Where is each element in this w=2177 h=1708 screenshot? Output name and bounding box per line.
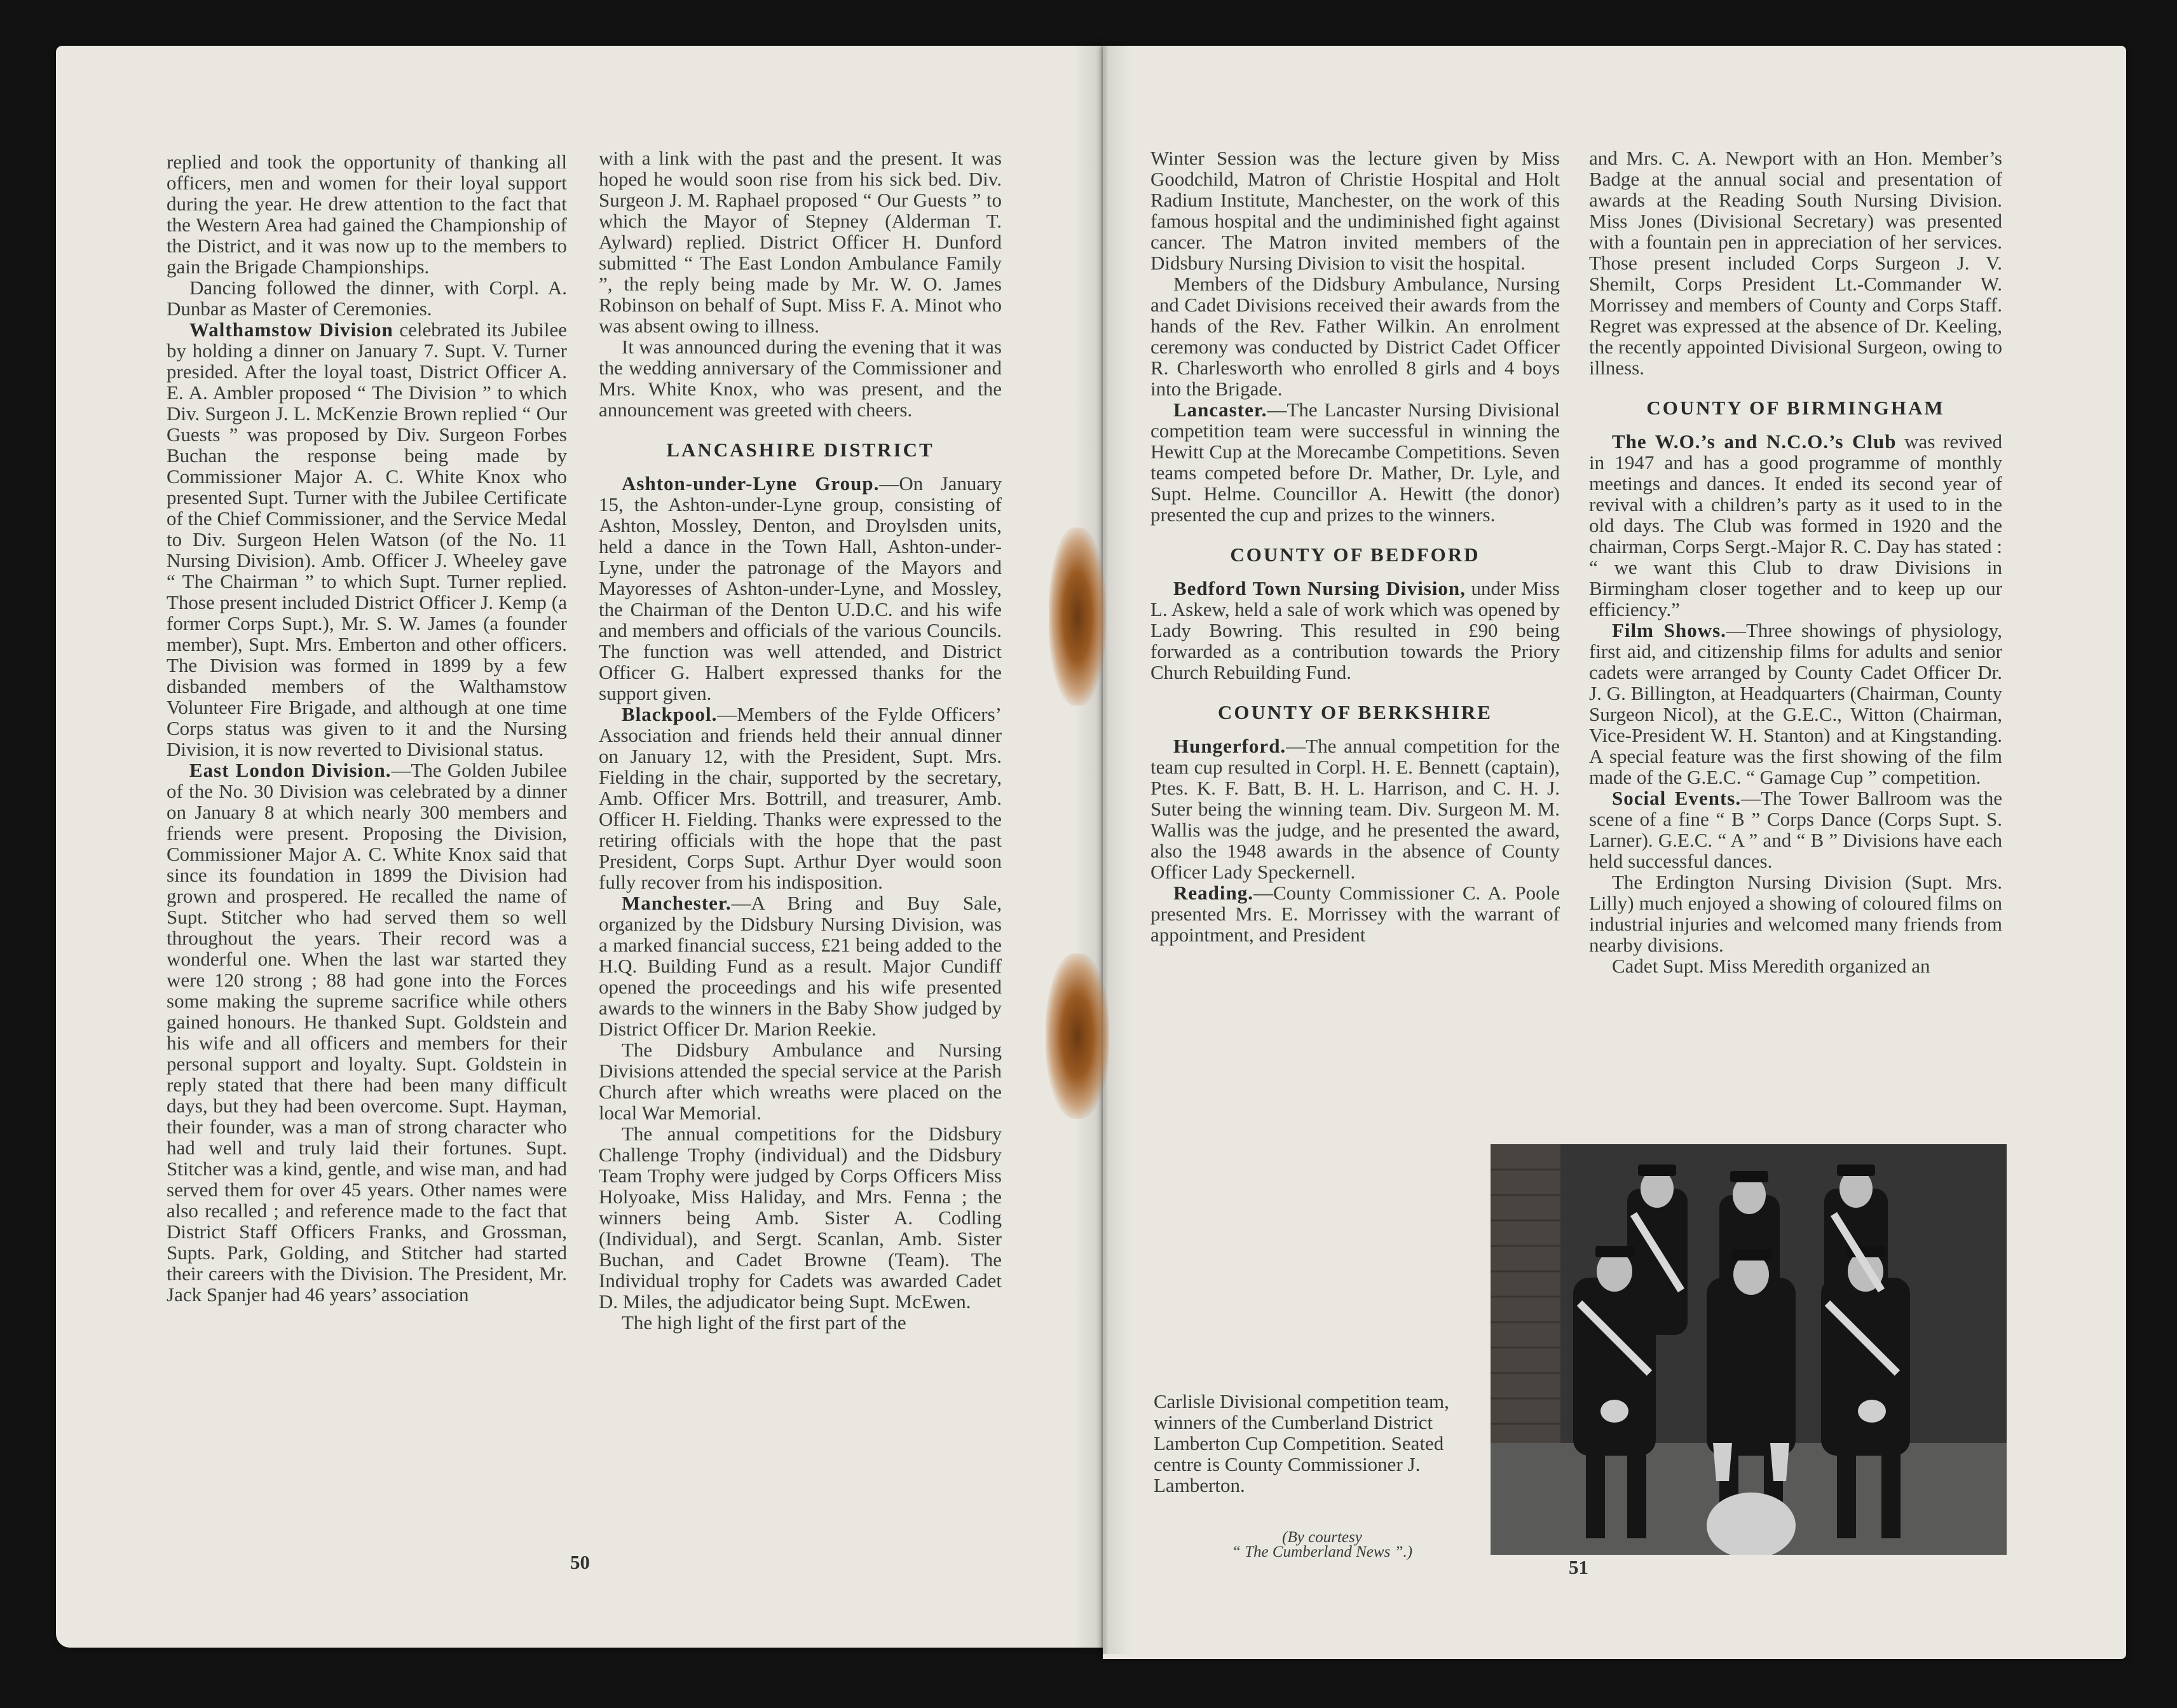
paragraph-lead-in: Film Shows. — [1612, 619, 1726, 641]
paragraph-text: The high light of the first part of the — [622, 1311, 906, 1334]
paragraph-lead-in: East London Division. — [189, 759, 392, 781]
paragraph-text: The annual competitions for the Didsbury Challenge Trophy (individual) and the Didsbury Team Trophy were judged by Corps Officers Miss Holyoake, Miss Haliday, and Mrs. Fenna ; the winners being Amb. Sister A. Codling (Individual), and Sergt. Scanlan, Amb. Sister Buchan, and Cadet Browne (Team). The Individual trophy for Cadets was awarded Cadet D. Miles, the adjudicator being Supt. McEwen. — [599, 1123, 1002, 1313]
article-paragraph — [167, 277, 567, 319]
stain-upper — [1049, 528, 1106, 706]
section-heading: LANCASHIRE DISTRICT — [666, 439, 934, 461]
section-heading: COUNTY OF BIRMINGHAM — [1646, 397, 1945, 419]
paragraph-text: The Didsbury Ambulance and Nursing Divisions attended the special service at the Parish Church after which wreaths were placed on the local War Memorial. — [599, 1039, 1002, 1124]
paragraph-text: replied and took the opportunity of thanking all officers, men and women for their loyal support during the year. He drew attention to the fact that the Western Area had gained the Championship of the District, and it was now up to the members to gain the Brigade Championships. — [167, 151, 567, 278]
article-paragraph — [599, 892, 1002, 1039]
article-paragraph — [1589, 871, 2002, 955]
paragraph-lead-in: Social Events. — [1612, 787, 1742, 809]
right-page-number: 51 — [1569, 1556, 1588, 1578]
paragraph-text: —The Lancaster Nursing Divisional competition team were successful in winning the Hewitt Cup at the Morecambe Competitions. Seven teams competed before Dr. Mather, Dr. Lyle, and Supt. Helme. Councillor A. Hewitt (the donor) presented the cup and prizes to the winners. — [1150, 399, 1560, 526]
right-page-column-1 — [1150, 147, 1560, 945]
stain-lower — [1046, 953, 1109, 1119]
article-paragraph — [1589, 620, 2002, 788]
paragraph-text: —The annual competition for the team cup resulted in Corpl. H. E. Bennett (captain), Ptes. K. F. Batt, B. H. L. Harrison, and C. H. J. Suter being the winning team. Div. Surgeon M. M. Wallis was the judge, and he presented the award, also the 1948 awards in the absence of County Officer Lady Speckernell. — [1150, 735, 1560, 883]
paragraph-text: Cadet Supt. Miss Meredith organized an — [1612, 955, 1930, 977]
section-heading: COUNTY OF BERKSHIRE — [1218, 701, 1492, 723]
left-page-column-1 — [167, 151, 567, 1305]
paragraph-text: Dancing followed the dinner, with Corpl. A. Dunbar as Master of Ceremonies. — [167, 277, 567, 320]
paragraph-text: It was announced during the evening that it was the wedding anniversary of the Commissioner and Mrs. White Knox, who was present, and the announcement was greeted with cheers. — [599, 336, 1002, 421]
photo-caption: Carlisle Divisional competition team, winners of the Cumberland District Lamberton Cup Competition. Seated centre is County Commissioner J. Lamberton. — [1154, 1390, 1449, 1496]
left-page-number: 50 — [570, 1551, 590, 1573]
team-photograph — [1491, 1144, 2007, 1555]
paragraph-lead-in: Walthamstow Division — [189, 318, 393, 341]
paragraph-lead-in: Reading. — [1173, 882, 1253, 904]
paragraph-text: with a link with the past and the present. It was hoped he would soon rise from his sick bed. Div. Surgeon J. M. Raphael proposed “ Our Guests ” to which the Mayor of Stepney (Alderman T. Aylward) replied. District Officer H. Dunford submitted “ The East London Ambulance Family ”, the reply being made by Mr. W. O. James Robinson on behalf of Supt. Miss F. A. Minot who was absent owing to illness. — [599, 147, 1002, 337]
paragraph-lead-in: Hungerford. — [1173, 735, 1286, 757]
paragraph-text: Winter Session was the lecture given by Miss Goodchild, Matron of Christie Hospital and Holt Radium Institute, Manchester, on the work of this famous hospital and the undiminished fight against cancer. The Matron invited members of the Didsbury Nursing Division to visit the hospital. — [1150, 147, 1560, 274]
paragraph-lead-in: Ashton-under-Lyne Group. — [622, 472, 880, 495]
paragraph-text: —The Tower Ballroom was the scene of a fine “ B ” Corps Dance (Corps Supt. S. Larner). G.E.C. “ A ” and “ B ” Divisions have each held successful dances. — [1589, 787, 2002, 872]
paragraph-lead-in: Manchester. — [622, 892, 732, 914]
article-paragraph — [1150, 882, 1560, 945]
paragraph-text: The Erdington Nursing Division (Supt. Mrs. Lilly) much enjoyed a showing of coloured films on industrial injuries and welcomed many friends from nearby divisions. — [1589, 871, 2002, 956]
paragraph-text: —Three showings of physiology, first aid, and citizenship films for adults and senior cadets were arranged by County Cadet Officer Dr. J. G. Billington, at Headquarters (Chairman, County Surgeon Nicol), at the G.E.C., Witton (Chairman, Vice-President W. H. Stanton) and at Kingstanding. A special feature was the first showing of the film made of the G.E.C. “ Gamage Cup ” competition. — [1589, 619, 2002, 788]
right-page-column-2 — [1589, 147, 2002, 976]
paragraph-text: —The Golden Jubilee of the No. 30 Division was celebrated by a dinner on January 8 at which nearly 300 members and friends were present. Proposing the Division, Commissioner Major A. C. White Knox said that since its foundation in 1899 the Division had grown and prospered. He recalled the name of Supt. Stitcher who had served them so well throughout the years. Their record was a wonderful one. When the last war started they were 120 strong ; 88 had gone into the Forces some making the supreme sacrifice while others gained honours. He thanked Supt. Goldstein and his wife and all officers and members for their personal support and loyalty. Supt. Goldstein in reply stated that there had been many difficult days, but they had been overcome. Supt. Hayman, their founder, was a man of strong character who had well and truly laid their fortunes. Supt. Stitcher was a kind, gentle, and wise man, and had served them for over 45 years. Other names were also recalled ; and reference made to the fact that District Staff Officers Franks, and Grossman, Supts. Park, Golding, and Stitcher had started their careers with the Division. The President, Mr. Jack Spanjer had 46 years’ association — [167, 759, 568, 1306]
article-paragraph — [599, 1039, 1002, 1123]
paragraph-text: —On January 15, the Ashton-under-Lyne group, consisting of Ashton, Mossley, Denton, and Droylsden units, held a dance in the Town Hall, Ashton-under-Lyne, under the patronage of the Mayors and Mayoresses of Ashton-under-Lyne, and Mossley, the Chairman of the Denton U.D.C. and his wife and members and officials of the various Councils. The function was well attended, and District Officer G. Halbert expressed thanks for the support given. — [599, 472, 1002, 704]
article-paragraph — [1589, 147, 2002, 378]
article-paragraph — [167, 319, 567, 760]
article-paragraph — [1150, 735, 1560, 882]
article-paragraph — [167, 151, 567, 277]
article-paragraph — [599, 704, 1002, 892]
article-paragraph — [1150, 578, 1560, 683]
article-paragraph — [1150, 399, 1560, 525]
section-heading: COUNTY OF BEDFORD — [1230, 543, 1480, 566]
paragraph-text: under Miss L. Askew, held a sale of work which was opened by Lady Bowring. This resulted in £90 being forwarded as a contribution towards the Priory Church Rebuilding Fund. — [1150, 577, 1560, 683]
photo-credit-line-1: (By courtesy — [1282, 1529, 1362, 1546]
article-paragraph — [1150, 147, 1560, 273]
photo-credit-line-2: “ The Cumberland News ”.) — [1231, 1543, 1413, 1561]
paragraph-text: Members of the Didsbury Ambulance, Nursing and Cadet Divisions received their awards from the hands of the Rev. Father Wilkin. An enrolment ceremony was conducted by District Cadet Officer R. Charlesworth who enrolled 8 girls and 4 boys into the Brigade. — [1150, 273, 1560, 400]
article-paragraph — [599, 1312, 1002, 1333]
article-paragraph — [599, 1123, 1002, 1312]
left-page-column-2 — [599, 147, 1002, 1333]
article-paragraph — [599, 336, 1002, 420]
paragraph-lead-in: The W.O.’s and N.C.O.’s Club — [1612, 430, 1897, 453]
paragraph-lead-in: Blackpool. — [622, 703, 718, 725]
article-paragraph — [1589, 955, 2002, 976]
paragraph-text: was revived in 1947 and has a good programme of monthly meetings and dances. It ended its second year of revival with a children’s party as it used to in the old days. The Club was formed in 1920 and the chairman, Corps Sergt.-Major R. C. Day has stated : “ we want this Club to draw Divisions in Birmingham closer together and to keep up our efficiency.” — [1589, 430, 2002, 620]
paragraph-text: —Members of the Fylde Officers’ Association and friends held their annual dinner on January 12, with the President, Supt. Mrs. Fielding in the chair, supported by the secretary, Amb. Officer Mrs. Bottrill, and treasurer, Amb. Officer H. Fielding. Thanks were expressed to the retiring officials with the hope that the past President, Corps Supt. Arthur Dyer would soon fully recover from his indisposition. — [599, 703, 1002, 893]
book-gutter — [1074, 46, 1131, 1654]
paragraph-text: and Mrs. C. A. Newport with an Hon. Member’s Badge at the annual social and presentation of awards at the Reading South Nursing Division. Miss Jones (Divisional Secretary) was presented with a fountain pen in appreciation of her services. Those present included Corps Surgeon J. V. Shemilt, Corps President Lt.-Commander W. Morrissey and members of County and Corps Staff. Regret was expressed at the absence of Dr. Keeling, the recently appointed Divisional Surgeon, owing to illness. — [1589, 147, 2002, 379]
article-paragraph — [1150, 273, 1560, 399]
article-paragraph — [167, 760, 567, 1305]
article-paragraph — [1589, 431, 2002, 620]
article-paragraph — [1589, 788, 2002, 871]
article-paragraph — [599, 147, 1002, 336]
paragraph-text: celebrated its Jubilee by holding a dinner on January 7. Supt. V. Turner presided. After the loyal toast, District Officer A. E. A. Ambler proposed “ The Division ” to which Div. Surgeon J. L. McKenzie Brown replied “ Our Guests ” was proposed by Div. Surgeon Forbes Buchan the response being made by Commissioner Major A. C. White Knox who presented Supt. Turner with the Jubilee Certificate of the Chief Commissioner, and the Service Medal to Div. Surgeon Helen Watson (of the No. 11 Nursing Division). Amb. Officer J. Wheeley gave “ The Chairman ” to which Supt. Turner replied. Those present included District Officer J. Kemp (a former Corps Supt.), Mr. S. W. James (a founder member), Supt. Mrs. Emberton and other officers. The Division was formed in 1899 by a few disbanded members of the Walthamstow Volunteer Fire Brigade, and although at one time Corps status was given to it and the Nursing Division, it is now reverted to Divisional status. — [167, 318, 567, 760]
paragraph-lead-in: Bedford Town Nursing Division, — [1173, 577, 1466, 599]
paragraph-text: —County Commissioner C. A. Poole presented Mrs. E. Morrissey with the warrant of appointment, and President — [1150, 882, 1560, 946]
paragraph-text: —A Bring and Buy Sale, organized by the Didsbury Nursing Division, was a marked financial success, £21 being added to the H.Q. Building Fund as a result. Major Cundiff opened the proceedings and his wife presented awards to the winners in the Baby Show judged by District Officer Dr. Marion Reekie. — [599, 892, 1002, 1040]
paragraph-lead-in: Lancaster. — [1173, 399, 1267, 421]
article-paragraph — [599, 473, 1002, 704]
